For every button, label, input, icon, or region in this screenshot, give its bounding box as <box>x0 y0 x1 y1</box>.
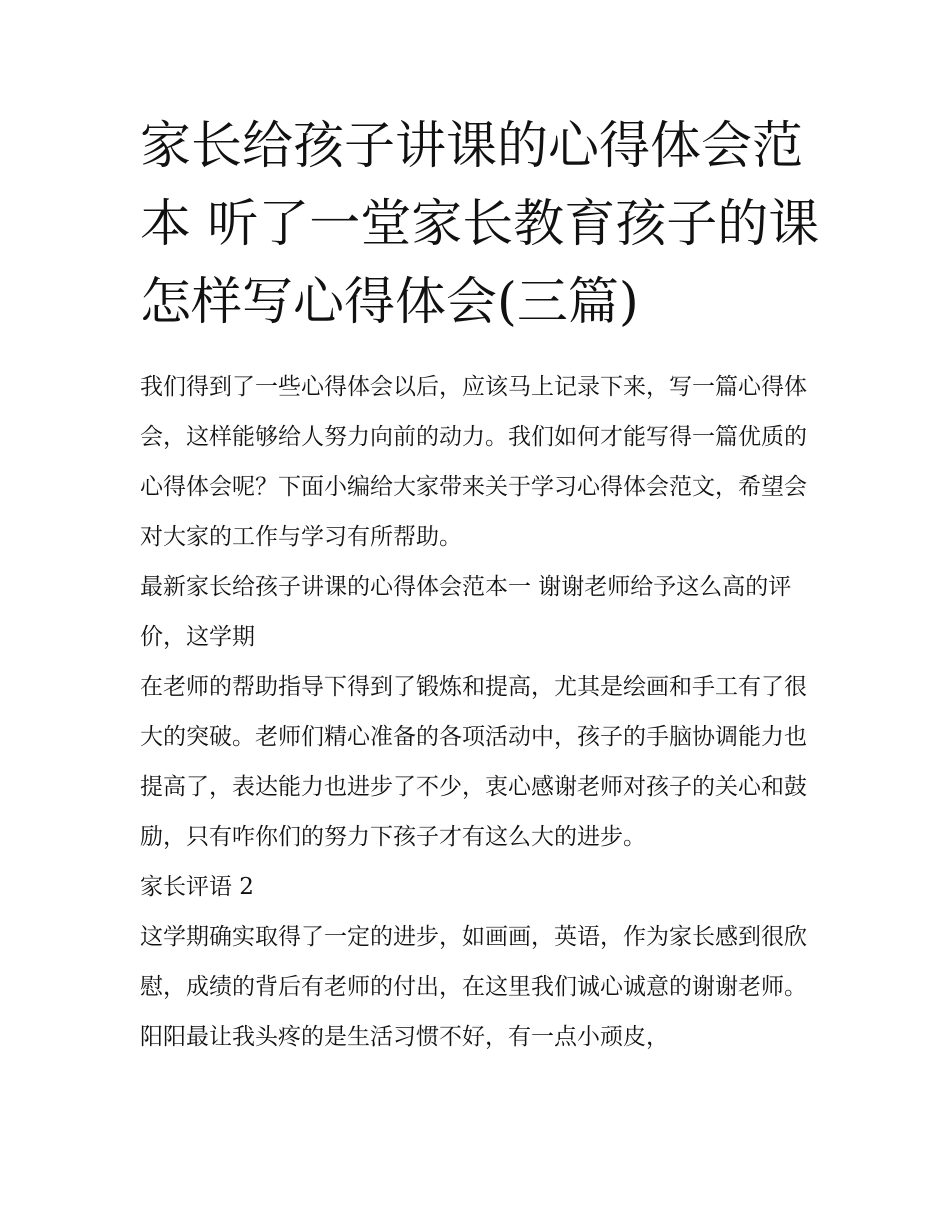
teacher-thanks-paragraph: 在老师的帮助指导下得到了锻炼和提高，尤其是绘画和手工有了很大的突破。老师们精心准备的各项活动中，孩子的手脑协调能力也提高了，表达能力也进步了不少，衷心感谢老师对孩子的关心和鼓励，只有咋你们的努力下孩子才有这么大的进步。 <box>140 674 807 850</box>
section-one-heading: 最新家长给孩子讲课的心得体会范本一 谢谢老师给予这么高的评价，这学期 <box>140 574 792 650</box>
document-title: 家长给孩子讲课的心得体会范本 听了一堂家长教育孩子的课怎样写心得体会(三篇) <box>140 117 820 332</box>
document-content <box>140 108 820 1062</box>
parent-comment-heading: 家长评语 2 <box>140 874 254 900</box>
intro-paragraph: 我们得到了一些心得体会以后，应该马上记录下来，写一篇心得体会，这样能够给人努力向前的动力。我们如何才能写得一篇优质的心得体会呢？下面小编给大家带来关于学习心得体会范文，希望会对大家的工作与学习有所帮助。 <box>140 374 807 550</box>
parent-comment-paragraph: 这学期确实取得了一定的进步，如画画，英语，作为家长感到很欣慰，成绩的背后有老师的付出，在这里我们诚心诚意的谢谢老师。阳阳最让我头疼的是生活习惯不好，有一点小顽皮， <box>140 924 807 1050</box>
